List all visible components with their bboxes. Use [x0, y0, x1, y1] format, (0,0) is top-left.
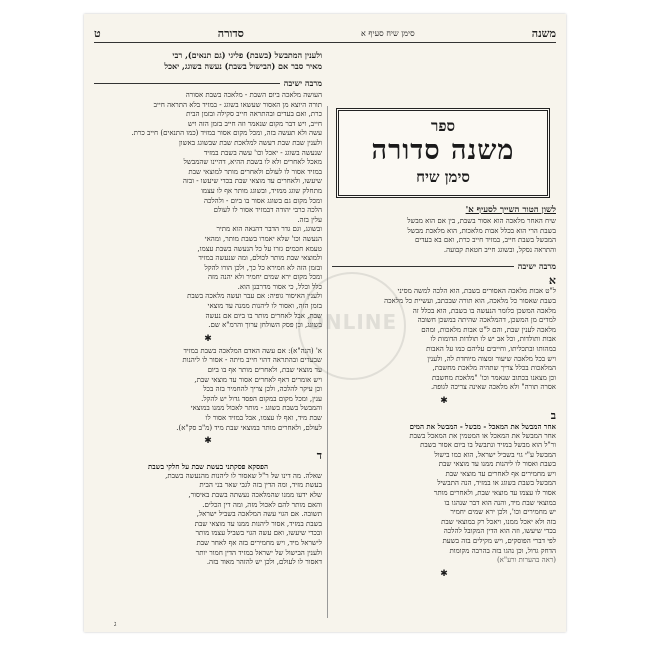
left-column-lines-line: שנעשה בשוגג - יאכל וכו' עשה בשבת במזיד — [203, 148, 322, 157]
star-divider-left-2: ✱ — [204, 436, 212, 447]
book-page — [84, 14, 566, 632]
left-column-lines-line: הנעשה וכו' שלא יאמרו בשבת מותר, ומהאי — [204, 234, 322, 243]
right-section-lines-line: בשבת שאסור כל מלאכה, הוא תורה שבכתב, ועשיית כל מלאכה — [384, 296, 556, 305]
left-bottom-lines-line: לישראל מיד, ויש מחמירים בזה אף לאחר שבת — [196, 538, 322, 547]
left-column-lines-line: ולמוצאי שבת מותר לכולם, ומה שנעשה במזיד — [198, 254, 322, 263]
left-column-lines-line: עשה ולא תעשה בזה, ומכל מקום אסור במזיד (כמו התנאים) חייב כרת. — [131, 129, 322, 138]
right-footnote: (ראה בהערות ורע"א) — [496, 556, 556, 565]
star-divider-left: ✱ — [204, 333, 212, 344]
column-divider — [327, 106, 328, 618]
left-column-lines-line: ולענין שבת שבת דעשה למלאכת שבת שבשוגג באשון — [179, 138, 322, 147]
right-bottom-lines-line: בזה ולא יאכל ממנו, ויאכל רק במוצאי שבת — [441, 517, 556, 526]
law-lines-line: המבשל בשבת חייב, במזיד חייב כרת, ואם בא בעדים — [414, 236, 556, 245]
right-bottom-lines-line: המבשל בשבת בשוגג או במזיד, הנה התבשיל — [437, 479, 556, 488]
left-mid-text — [94, 347, 322, 433]
left-section-letter: ד — [316, 449, 322, 463]
left-column-lines-line: תורה היוצא מן האסור שעשאו בשוגג - במזיד בלא התראה חייב — [153, 100, 322, 109]
right-bottom-lines-line: במוצאי שבת מיד, והנה הוא דבר שנהגו בו — [444, 498, 556, 507]
law-lines-line: והתראה נסקל, ובשוגג חייב חטאת קבועה. — [443, 245, 556, 254]
right-bottom-lines-line: יש מחמירים וכו', ולכן ירא שמים יחמיר — [450, 508, 556, 517]
right-bottom-lines-line: אסור לו עצמו עד מוצאי שבת, ולאחרים מותר — [433, 489, 556, 498]
left-section-title: מרבה ישיבה — [283, 78, 322, 88]
section-rule — [332, 266, 514, 267]
title-line-1: ספר — [430, 117, 456, 135]
sub-letter: ב — [550, 408, 556, 422]
left-bottom-text — [94, 472, 322, 568]
left-mid-lines-line: וכן עיקר להלכה, ולכן צריך להחמיר בזה בכל — [203, 385, 322, 394]
left-mid-lines-line: לעולם, ולאחרים מותר במוצאי שבת מיד (מ"ב סק"א). — [176, 423, 322, 432]
right-bottom-lines-line: בכדי שיעשו, וזה הוא הדין המקובל להלכה — [443, 527, 556, 536]
left-column-lines-line: ומכל מקום ירא שמים יחמיר ולא יהנה מזה — [207, 273, 322, 282]
left-bottom-lines-line: שלא ידעו ממנו שהמלאכה נעשתה בשבת באיסור, — [188, 490, 322, 499]
right-section-lines-line: אסרה תורה" ולא מלאכה שאינה צריכה לגופה. — [430, 383, 556, 392]
law-heading: לשון הטור השייך לסעיף א' — [465, 205, 556, 215]
left-bottom-title: הפסקא פסקתני בעשת שבת על חלקי בשבת — [148, 462, 268, 472]
left-mid-lines-line: עד מוצאי שבת, ולאחרים מותר אף בו ביום — [207, 366, 322, 375]
left-column-lines-line: כרת, ואם בעדים ובהתראה חייב סקילה ובזמן הבית — [186, 110, 322, 119]
header-book-name-right: משנה — [531, 26, 556, 40]
star-divider-right-bottom: ✱ — [440, 568, 448, 579]
left-section-rule — [94, 83, 280, 84]
right-bottom-lines-line: הדחק גדול, וכן נהגו בזה בהרבה מקומות — [449, 546, 556, 555]
header-page-letter: ט — [94, 26, 101, 40]
right-bottom-lines-line: ויש מחמירים אף לאחרים עד מוצאי שבת — [445, 469, 556, 478]
left-column-lines-line: כלל וכלל, כי אסור מדרבנן הוא. — [237, 282, 322, 291]
left-bottom-lines-line: שאלה. מה דינו של ר"ל שאסור לו ליהנות מהנעשה בשבת, — [165, 471, 322, 480]
left-column-lines-line: שיעשו, ולאחרים עד מוצאי שבת בכדי שיעשו - ובזה — [182, 177, 322, 186]
left-mid-lines-line: א' (הנה"א): אם עשה האדם המלאכה בשבת במזיד — [183, 346, 322, 355]
left-column-lines-line: במזיד אסור לו לעולם ולאחרים מותר למוצאי שבת — [188, 167, 322, 176]
section-head-left — [94, 78, 322, 88]
left-mid-lines-line: ענין, ומכל מקום במקום הפסד גדול יש להקל. — [201, 394, 322, 403]
left-column-lines-line: מתחלק שוגג ממזיד, ובשוגג מותר אף לו עצמו — [201, 186, 322, 195]
right-section-lines-line: המלאכות בכלל צריך שתהיה מלאכת מחשבת, — [432, 364, 556, 373]
law-lines-line: שיח האחר מלאכה הוא אסור בשבת, בין אם הוא מבשל — [407, 217, 556, 225]
left-bottom-lines-line: ובכדי שיעשו, ואם עשה הגוי בשביל עצמו מותר — [195, 529, 322, 538]
left-top-line-1: ולענין המתבשל (בשבת) פליגי (גם תנאים), רבי — [172, 50, 322, 60]
right-bottom-lines-line: ור"ל הוא מבשל במזיד ונתבשל בו ביום אסור בשבת — [420, 441, 556, 450]
left-bottom-lines-line: בשבת במזיד, אסור ליהנות ממנו עד מוצאי שבת — [194, 519, 322, 528]
title-line-2: משנה סדורה — [371, 135, 515, 166]
header-book-name-left: סדורה — [217, 26, 244, 40]
right-section-lines-line: במהותו ובתכליתו, וחייבים עליהם כמו על האבות — [426, 344, 556, 353]
left-bottom-lines-line: והאם מותר להם לאכול מזה, ומה דין הכלים. — [202, 500, 322, 509]
left-column-lines-line: חייב, ויש דבר מקום שנאמר וזה חייב בזמן הזה ויש — [187, 119, 322, 128]
left-column-text — [94, 91, 322, 331]
left-column-lines-line: שבת, אבל לאחרים מותר בו ביום אם נעשה — [205, 311, 322, 320]
left-mid-lines-line: ויש אומרים דאף לאחרים אסור עד מוצאי שבת, — [194, 375, 322, 384]
left-top-line-2: מאיר סבר אם (הבישול בשבת) נעשה בשוגג, יאכל — [164, 61, 322, 71]
right-bottom-text — [332, 432, 556, 557]
right-section-lines-line: אבות ותולדות, וכל אב יש לו תולדות הדומות לו — [430, 335, 556, 344]
running-head — [94, 24, 556, 43]
watermark-text: ONLINE — [306, 310, 398, 334]
title-line-3: סימן שיח — [416, 168, 470, 186]
section-letter: א — [548, 274, 556, 288]
left-column-lines-line: ובזמן הזה לא חמירא כל כך, ולכן הורו להקל — [204, 263, 322, 272]
left-mid-lines-line: שבעדים ובהתראה דהוי חייב מיתה - אסור לו ליהנות — [182, 356, 322, 365]
law-lines-line: בשבת הרי הוא בכלל אבות מלאכות, הוא מלאכת מבשל — [407, 226, 556, 235]
left-column-lines-line: הלכה כרבי יהודה דבמזיד אסור לו לעולם — [213, 206, 322, 215]
left-bottom-lines-line: בעשת מזיד, ומה הדין בזה לגבי שאר בני הבית — [199, 481, 322, 490]
right-section-lines-line: ויש בכל מלאכה שיעור ומצוה מיוחדת לה, ולענין — [427, 354, 556, 363]
left-column-lines-line: ולענין האיסור גופיה: אם עבר ועשה מלאכה בשבת — [187, 292, 322, 301]
left-column-lines-line: טעמא חכמים גזרו על כל הנעשה בשבת עצמו, — [197, 244, 322, 253]
left-column-lines-line: מאכל לאחרים ולא לו בשבת ההיא, דהיינו שהמבשל — [183, 158, 322, 167]
right-subheading: אחר המבשל את המאכל - מבשל - המבשל את המים — [409, 421, 556, 431]
left-column-lines-line: העושה מלאכה ביום השבת - מלאכה בשבת אסורה — [185, 91, 322, 99]
right-bottom-lines-line: לפי דברי הפוסקים, ויש מקילים בזה בשעת — [442, 537, 556, 546]
section-head-1 — [332, 261, 556, 271]
footer-page-number: ג — [114, 620, 117, 628]
law-text — [332, 217, 556, 255]
right-bottom-lines-line: בשבת ואסור לו ליהנות ממנו עד מוצאי שבת — [438, 460, 556, 469]
star-divider-right: ✱ — [440, 395, 448, 406]
left-column-lines-line: עלין בזה. — [297, 215, 322, 224]
left-column-lines-line: ובשוגג, וגם גדר הדבר דהנאה הוא מתיר — [216, 225, 322, 234]
header-section-ref: סימן שיח סעיף א — [360, 28, 415, 38]
left-column-lines-line: בזמן הזה, ואסור לו ליהנות ממנה עד מוצאי — [207, 302, 322, 311]
left-column-lines-line: ומכל מקום גם בשוגג אסור בו ביום - ולהלכה — [203, 196, 322, 205]
right-bottom-lines-line: אחר המבשל את המאכל או המטמין את המאכל בשבת — [409, 431, 556, 440]
right-section-lines-line: ל"ט אבות מלאכה האסורים בשבת, הוא הלכה למשה מסיני — [397, 287, 556, 296]
right-section-lines-line: מלאכה לענין שבת, והם ל"ט אבות מלאכות, ומהם — [421, 325, 556, 334]
right-column — [332, 50, 556, 618]
left-column — [94, 50, 322, 618]
left-mid-lines-line: שבת מיד, ואף לו עצמו, אבל במזיד אסור לו — [205, 414, 322, 422]
section-title: מרבה ישיבה — [517, 261, 556, 272]
right-section-lines-line: למדים מן המשכן, דהמלאכה שהיתה במשכן חשובה — [417, 316, 556, 325]
left-bottom-lines-line: דאסור לו לעולם, ולכן יש להזהר מאוד בזה. — [206, 558, 322, 567]
left-mid-lines-line: והמבשל בשבת בשוגג - מותר לאכול ממנו במוצאי — [190, 404, 322, 413]
right-section-text — [332, 287, 556, 393]
left-bottom-lines-line: ולענין הבישול של ישראל במזיד הדין חמור יותר — [195, 548, 322, 557]
left-column-lines-line: בשוגג, וכן פסק השולחן ערוך והרמ"א שם. — [208, 321, 322, 330]
right-bottom-lines-line: המבשל ע"י גוי בשביל ישראל, הוא כמו בישול — [434, 450, 556, 459]
title-box — [336, 108, 550, 198]
left-bottom-lines-line: תשובה. אם הגוי עשה המלאכה בשביל ישראל, — [196, 510, 322, 519]
right-section-lines-line: וכן מצאנו בכתוב שנאמר וכו' "מלאכת מחשבת — [431, 373, 556, 382]
right-section-lines-line: מלאכה המשכן כלומר הנעשה בו בשבת, הוא בכלל זה — [412, 306, 556, 315]
